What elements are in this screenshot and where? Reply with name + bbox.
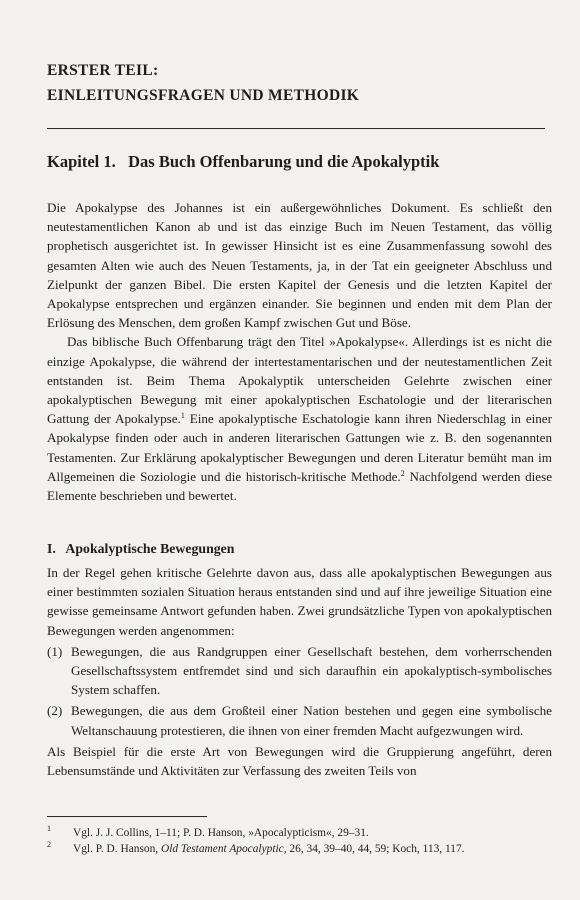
list-item [47, 701, 552, 739]
footnote-number: 2 [47, 840, 51, 849]
chapter-title: Kapitel 1. Das Buch Offenbarung und die Apokalyptik [47, 152, 440, 171]
section-outro: Als Beispiel für die erste Art von Bewegungen wird die Gruppierung angeführt, deren Lebensumstände und Aktivitäten zur Verfassung des zweiten Teils von [47, 743, 552, 779]
footnote-ref-1[interactable]: 1 [180, 411, 185, 421]
footnote-1 [47, 825, 552, 841]
part-title-line-1: ERSTER TEIL: [47, 62, 159, 79]
footnote-ref-2[interactable]: 2 [400, 468, 405, 478]
title-divider [47, 128, 545, 129]
list-item-number: (1) [47, 643, 63, 659]
list-item-text: Bewegungen, die aus dem Großteil einer Nation bestehen und gegen eine symbolische Weltanschauung protestieren, die ihnen von einer fremden Macht aufgezwungen wird. [71, 703, 552, 738]
footnotes [47, 825, 552, 857]
footnote-book-title: Old Testament Apocalyptic [160, 843, 284, 855]
footnote-divider [47, 816, 207, 817]
chapter-body [47, 198, 552, 505]
section-heading: I. Apokalyptische Bewegungen [47, 541, 235, 556]
paragraph-2-part-b: Eine apokalyptische Eschatologie kann ihren Niederschlag in einer Apokalypse finden oder auch in anderen literarischen Gattungen wie z. B. den sogenannten Testamenten. Zur Erklärung apokalyptischer Bewegungen und deren Literatur bemüht man im Allgemeinen die Soziologie und die historisch-kritische Methode. [47, 411, 552, 484]
movement-types-list [47, 642, 552, 740]
paragraph-1: Die Apokalypse des Johannes ist ein außergewöhnliches Dokument. Es schließt den neutestamentlichen Kanon ab und ist das einzige Buch im Neuen Testament, das völlig prophetisch ausgerichtet ist. In gewisser Hinsicht ist es eine Zusammenfassung sowohl des gesamten Alten wie auch des Neuen Testaments, ja, in der Tat ein geeigneter Abschluss und Zielpunkt der ganzen Bibel. Die ersten Kapitel der Genesis und die letzten Kapitel der Apokalypse entsprechen und ergänzen einander. Sie beginnen und enden mit dem Plan der Erlösung des Menschen, dem großen Kampf zwischen Gut und Böse. [47, 200, 552, 331]
footnote-2 [47, 841, 552, 857]
footnote-text: Vgl. J. J. Collins, 1–11; P. D. Hanson, »Apocalypticism«, 29–31. [73, 827, 369, 839]
section-intro: In der Regel gehen kritische Gelehrte davon aus, dass alle apokalyptischen Bewegungen aus einer bestimmten sozialen Situation heraus entstanden sind und auf ihre jeweilige Situation eine gewisse gemeinsame Antwort gefunden haben. Zwei grundsätzliche Typen von apokalyptischen Bewegungen werden angenommen: [47, 565, 552, 638]
footnote-number: 1 [47, 824, 51, 833]
paragraph-2 [47, 332, 552, 505]
list-item-text: Bewegungen, die aus Randgruppen einer Gesellschaft bestehen, dem vorherrschenden Gesellschaftssystem entfremdet sind und sich daraufhin ein apokalyptisch-symbolisches System schaffen. [71, 643, 552, 698]
section-body [47, 563, 552, 780]
paragraph-2-part-c: Nachfolgend werden diese Elemente beschrieben und bewertet. [47, 468, 553, 504]
footnote-text-a: Vgl. P. D. Hanson, [73, 843, 161, 855]
part-title [47, 58, 359, 108]
paragraph-2-part-a: Das biblische Buch Offenbarung trägt den Titel »Apokalypse«. Allerdings ist es nicht die einzige Apokalypse, die während der intertestamentarischen und der neutestamentlichen Zeit entstanden ist. Beim Thema Apokalyptik unterscheiden Gelehrte zwischen einer apokalyptischen Bewegung mit einer apokalyptischen Eschatologie und der literarischen Gattung der Apokalypse. [47, 334, 552, 427]
footnote-text-b: , 26, 34, 39–40, 44, 59; Koch, 113, 117. [283, 843, 465, 855]
list-item [47, 642, 552, 700]
list-item-number: (2) [47, 703, 63, 719]
part-title-line-2: EINLEITUNGSFRAGEN UND METHODIK [47, 87, 360, 104]
